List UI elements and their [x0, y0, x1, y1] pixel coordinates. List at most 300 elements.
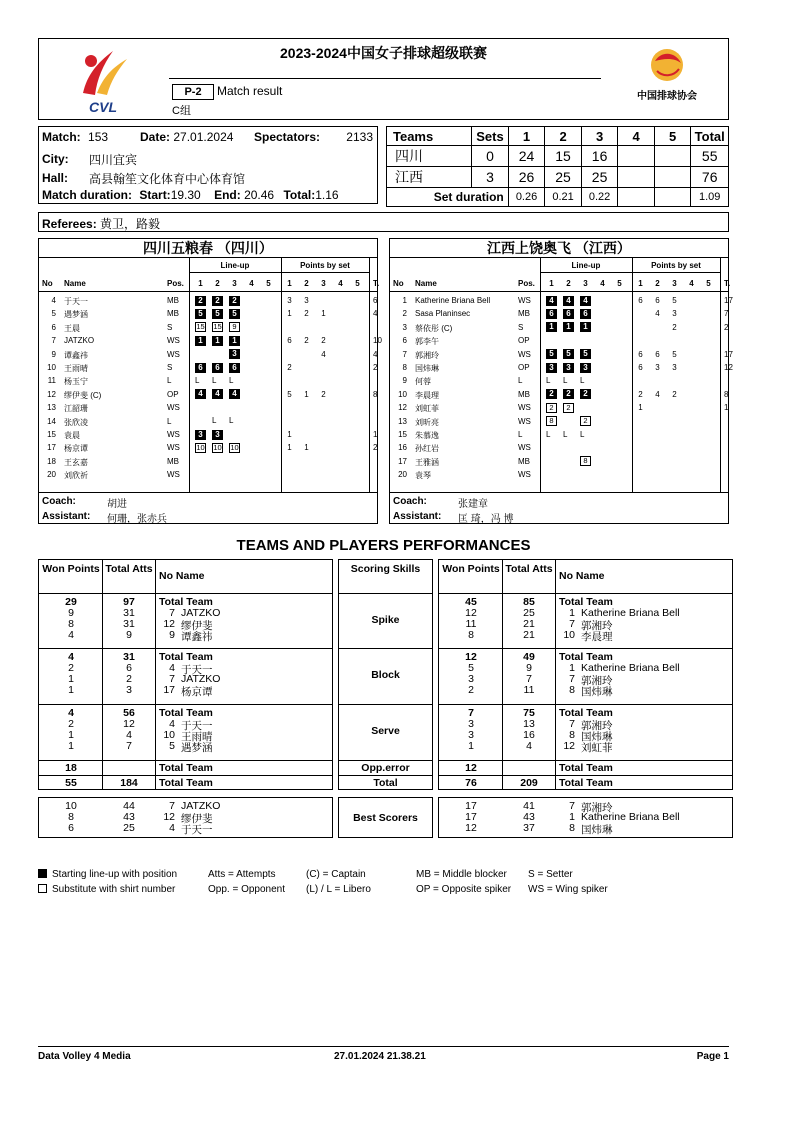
score-home-s2: 15 [545, 146, 582, 167]
player-number: 2 [402, 309, 407, 319]
score-header-sets: Sets [472, 127, 509, 146]
roster-col-divider [281, 258, 282, 492]
city-value: 四川宜宾 [89, 153, 138, 167]
perf-grand-total-row-name: Total Team [159, 777, 213, 789]
assistant-label: Assistant: [393, 511, 442, 522]
score-home-s3: 16 [581, 146, 618, 167]
player-total: 7 [724, 309, 729, 319]
player-total: 1 [724, 403, 729, 413]
points-header: Points by set [300, 261, 350, 270]
set-duration-5 [654, 188, 691, 207]
page-code: P-2 [172, 84, 214, 100]
perf-player-row-no: 1 [569, 662, 575, 674]
cvl-logo-text: CVL [89, 99, 117, 115]
player-total: 12 [724, 363, 733, 372]
score-header-set1: 1 [508, 127, 545, 146]
player-position: OP [167, 389, 179, 399]
set-points: 5 [672, 296, 677, 305]
libero-cell: L [563, 429, 568, 439]
coach-name: 胡进 [107, 499, 127, 510]
header-bottom-line [39, 291, 377, 292]
set-points: 6 [638, 296, 643, 305]
score-header-set4: 4 [618, 127, 655, 146]
perf-player-row-atts: 2 [126, 673, 132, 685]
perf-grand-total-row-won: 55 [65, 777, 77, 789]
start-time: 19.30 [170, 188, 201, 202]
score-away-sets: 3 [472, 167, 509, 188]
perf-total-row-won: 4 [68, 651, 74, 663]
set-points: 6 [638, 349, 643, 359]
perf-player-row-won: 4 [68, 629, 74, 641]
substitute-cell: 8 [546, 416, 557, 426]
away-roster-box [389, 238, 733, 525]
set-points: 2 [638, 389, 643, 399]
player-position: WS [518, 296, 531, 305]
score-header-set2: 2 [545, 127, 582, 146]
skills-row-divider [338, 704, 433, 705]
coach-name: 张建章 [458, 499, 488, 510]
score-table [386, 126, 729, 207]
player-name: 郭湘玲 [415, 350, 439, 360]
perf-total-row-atts: 97 [123, 596, 135, 608]
best-scorer-row-atts: 41 [523, 800, 535, 812]
player-total: 4 [373, 309, 378, 319]
cva-logo-text: 中国排球协会 [637, 91, 697, 102]
player-number: 8 [402, 363, 407, 372]
score-home-row [387, 146, 729, 167]
perf-row-divider [38, 648, 333, 649]
assistant-name: 何珊，张赤兵 [107, 514, 167, 525]
player-position: WS [167, 430, 180, 439]
set-points: 6 [655, 349, 660, 359]
perf-player-row-atts: 7 [526, 673, 532, 685]
player-position: WS [518, 349, 531, 359]
perf-total-row-name: Total Team [159, 651, 213, 663]
best-scorer-row-name: 郭湘玲 [581, 802, 613, 814]
best-scorer-row-no: 4 [169, 822, 175, 834]
empty-square-icon [38, 884, 47, 893]
score-header-teams: Teams [387, 127, 472, 146]
points-set-header: 1 [638, 279, 643, 288]
starting-position-cell: 1 [195, 336, 206, 346]
set-points: 5 [287, 389, 292, 399]
footer-divider [38, 1046, 729, 1047]
legend-ws: WS = Wing spiker [528, 884, 608, 895]
spectators-count: 2133 [346, 130, 373, 144]
points-set-header: 2 [655, 279, 660, 288]
perf-player-row-name: 郭湘玲 [581, 720, 613, 732]
substitute-cell: 2 [546, 403, 557, 413]
no-header: No [42, 279, 53, 288]
player-number: 11 [47, 376, 56, 386]
match-row [42, 130, 108, 144]
perf-total-row-name: Total Team [159, 596, 213, 608]
perf-player-row-name: 郭湘玲 [581, 620, 613, 632]
perf-player-row-atts: 31 [123, 618, 135, 630]
perf-player-row-no: 4 [169, 662, 175, 674]
starting-position-cell: 2 [546, 389, 557, 399]
spectators-label: Spectators: [254, 130, 321, 144]
perf-player-row-no: 5 [169, 740, 175, 752]
performance-title: TEAMS AND PLAYERS PERFORMANCES [236, 537, 531, 554]
starting-position-cell: 4 [580, 296, 591, 306]
libero-cell: L [229, 375, 234, 385]
set-points: 1 [287, 443, 292, 453]
player-position: L [518, 430, 523, 439]
score-away-team: 江西 [387, 167, 472, 188]
substitute-cell: 10 [213, 442, 222, 452]
player-total: 2 [724, 322, 729, 332]
header-underline [169, 78, 601, 79]
score-away-s2: 25 [545, 167, 582, 188]
set-points: 6 [638, 363, 643, 372]
player-number: 5 [51, 309, 56, 319]
legend-captain: (C) = Captain [306, 869, 366, 880]
perf-opp-error-row-name: Total Team [159, 762, 213, 774]
player-name: 杨京谭 [64, 444, 88, 454]
skill-label: Total [373, 777, 398, 789]
perf-player-row-won: 3 [468, 673, 474, 685]
perf-player-row-atts: 4 [526, 740, 532, 752]
points-set-header: 5 [355, 279, 360, 288]
player-number: 7 [402, 349, 407, 359]
player-position: L [167, 416, 172, 426]
skills-row-divider [338, 775, 433, 776]
legend-atts: Atts = Attempts [208, 869, 276, 880]
player-total: 8 [373, 389, 378, 399]
perf-player-row-no: 10 [563, 629, 575, 641]
best-scorer-row-no: 8 [569, 822, 575, 834]
libero-cell: L [212, 416, 217, 426]
substitute-cell: 2 [563, 403, 574, 413]
set-duration-row [387, 188, 729, 207]
substitute-cell: 8 [580, 456, 591, 466]
player-number: 16 [398, 443, 407, 453]
score-home-s4 [618, 146, 655, 167]
score-header-total: Total [691, 127, 729, 146]
perf-player-row-name: 郭湘玲 [581, 675, 613, 687]
header-bottom-line [390, 291, 728, 292]
starting-position-cell: 4 [212, 389, 223, 399]
starting-position-cell: 5 [546, 349, 557, 359]
perf-player-row-atts: 21 [523, 618, 535, 630]
perf-total-row-won: 4 [68, 707, 74, 719]
starting-position-cell: 6 [580, 309, 591, 319]
perf-player-row-atts: 11 [523, 684, 535, 696]
perf-player-row-no: 7 [569, 673, 575, 685]
starting-position-cell: 3 [563, 363, 574, 373]
perf-row-divider [438, 593, 733, 594]
player-name: 缪伊斐 (C) [64, 390, 102, 400]
starting-position-cell: 6 [546, 309, 557, 319]
best-scorer-row-atts: 44 [123, 800, 135, 812]
best-scorer-row-name: JATZKO [181, 800, 221, 812]
footer-center: 27.01.2024 21.38.21 [334, 1051, 426, 1062]
perf-player-row-name: 国炜琳 [581, 731, 613, 743]
perf-player-row-atts: 9 [526, 662, 532, 674]
points-set-header: 4 [338, 279, 343, 288]
perf-player-row-no: 9 [169, 629, 175, 641]
substitute-cell: 10 [196, 442, 205, 452]
best-scorer-row-won: 10 [65, 800, 77, 812]
perf-player-row-no: 1 [569, 607, 575, 619]
libero-cell: L [229, 416, 234, 426]
score-away-total: 76 [691, 167, 729, 188]
starting-position-cell: 5 [212, 309, 223, 319]
score-home-s5 [654, 146, 691, 167]
perf-player-row-name: 谭鑫祎 [181, 631, 213, 643]
team-name: 江西上饶奥飞 （江西） [390, 239, 728, 258]
set-duration-2: 0.21 [545, 188, 582, 207]
perf-player-row-won: 1 [68, 740, 74, 752]
set-points: 6 [287, 336, 292, 346]
set-duration-3: 0.22 [581, 188, 618, 207]
points-header: Points by set [651, 261, 701, 270]
perf-player-row-won: 1 [68, 673, 74, 685]
score-home-team: 四川 [387, 146, 472, 167]
player-number: 9 [402, 376, 407, 386]
player-name: 袁琴 [415, 471, 431, 481]
best-scorer-row-no: 1 [569, 811, 575, 823]
perf-player-row-name: 遇梦涵 [181, 742, 213, 754]
perf-total-row-won: 7 [468, 707, 474, 719]
total-atts-header: Total Atts [505, 563, 553, 575]
player-name: 于天一 [64, 297, 88, 306]
starting-position-cell: 2 [195, 296, 206, 306]
perf-player-row-no: 12 [163, 618, 175, 630]
set-duration-label: Set duration [387, 188, 509, 207]
player-position: MB [518, 389, 530, 399]
perf-player-row-name: JATZKO [181, 673, 221, 685]
lineup-set-header: 1 [198, 279, 203, 288]
perf-player-row-name: 缪伊斐 [181, 620, 213, 632]
hall-label: Hall: [42, 171, 69, 185]
perf-total-row-name: Total Team [159, 707, 213, 719]
referees-names: 黄卫，路毅 [100, 217, 161, 231]
score-away-s4 [618, 167, 655, 188]
perf-opp-error-row-won: 12 [465, 762, 477, 774]
coach-divider [390, 492, 728, 493]
perf-player-row-name: 刘虹菲 [581, 742, 613, 754]
legend-mb: MB = Middle blocker [416, 869, 507, 880]
perf-total-row-atts: 56 [123, 707, 135, 719]
perf-row-divider [38, 704, 333, 705]
perf-player-row-won: 8 [468, 629, 474, 641]
starting-position-cell: 6 [195, 363, 206, 373]
perf-player-row-no: 17 [163, 684, 175, 696]
starting-position-cell: 2 [580, 389, 591, 399]
perf-player-row-no: 10 [163, 729, 175, 741]
player-position: MB [518, 456, 530, 466]
player-total: 2 [373, 443, 378, 453]
player-position: WS [167, 403, 180, 413]
player-name: 杨玉宁 [64, 377, 88, 387]
player-number: 9 [51, 349, 56, 359]
perf-player-row-name: Katherine Briana Bell [581, 662, 680, 674]
set-points: 3 [304, 296, 309, 305]
set-points: 1 [304, 389, 309, 399]
starting-position-cell: 3 [229, 349, 240, 359]
score-home-s1: 24 [508, 146, 545, 167]
skills-column [338, 559, 433, 838]
perf-player-row-won: 5 [468, 662, 474, 674]
starting-position-cell: 1 [212, 336, 223, 346]
perf-player-row-won: 2 [68, 662, 74, 674]
score-away-s3: 25 [581, 167, 618, 188]
perf-total-row-atts: 49 [523, 651, 535, 663]
legend-s: S = Setter [528, 869, 573, 880]
perf-player-row-no: 7 [169, 607, 175, 619]
perf-player-row-name: 李晨理 [581, 631, 613, 643]
total-header: T. [373, 279, 380, 288]
no-name-header: No Name [559, 570, 605, 582]
date-row [140, 130, 233, 144]
cvl-logo [73, 43, 133, 117]
scoring-skills-header: Scoring Skills [350, 563, 421, 575]
perf-player-row-name: 国炜琳 [581, 686, 613, 698]
points-set-header: 2 [304, 279, 309, 288]
perf-total-row-won: 29 [65, 596, 77, 608]
player-position: WS [518, 470, 531, 480]
player-name: 李晨理 [415, 390, 439, 400]
substitute-cell: 2 [580, 416, 591, 426]
perf-player-row-no: 7 [569, 718, 575, 730]
player-position: WS [167, 443, 180, 453]
perf-opp-error-row-name: Total Team [559, 762, 613, 774]
perf-row-divider [38, 775, 333, 776]
player-position: WS [167, 336, 180, 346]
starting-position-cell: 4 [229, 389, 240, 399]
player-position: MB [167, 296, 179, 305]
perf-total-row-won: 12 [465, 651, 477, 663]
perf-opp-error-row-won: 18 [65, 762, 77, 774]
libero-cell: L [563, 375, 568, 385]
header-box [38, 38, 729, 120]
roster-col-divider [189, 258, 190, 492]
starting-position-cell: 1 [229, 336, 240, 346]
no-header: No [393, 279, 404, 288]
player-name: 王玄嘉 [64, 457, 88, 467]
perf-player-row-atts: 12 [123, 718, 135, 730]
group-label: C组 [172, 105, 191, 117]
set-points: 3 [672, 309, 677, 319]
perf-total-row-atts: 31 [123, 651, 135, 663]
skills-row-divider [338, 648, 433, 649]
player-name: 张欣凌 [64, 417, 88, 427]
perf-row-divider [38, 760, 333, 761]
points-set-header: 1 [287, 279, 292, 288]
perf-grand-total-row-atts: 184 [120, 777, 138, 789]
set-duration-total: 1.09 [691, 188, 729, 207]
lineup-set-header: 1 [549, 279, 554, 288]
starting-position-cell: 6 [212, 363, 223, 373]
libero-cell: L [195, 375, 200, 385]
home-roster-box [38, 238, 382, 525]
coach-label: Coach: [42, 496, 76, 507]
starting-position-cell: 3 [546, 363, 557, 373]
perf-player-row-name: Katherine Briana Bell [581, 607, 680, 619]
player-name: 朱慕逸 [415, 431, 439, 440]
player-total: 2 [373, 363, 378, 372]
footer-left: Data Volley 4 Media [38, 1051, 131, 1062]
total-atts-header: Total Atts [105, 563, 153, 575]
set-points: 4 [655, 389, 660, 399]
set-points: 2 [287, 363, 292, 372]
legend-op: OP = Opposite spiker [416, 884, 512, 895]
lineup-set-header: 3 [583, 279, 588, 288]
player-position: S [167, 322, 173, 332]
starting-position-cell: 2 [212, 296, 223, 306]
player-position: OP [518, 336, 530, 346]
perf-player-row-won: 8 [68, 618, 74, 630]
perf-player-row-no: 8 [569, 729, 575, 741]
best-scorer-row-atts: 43 [123, 811, 135, 823]
best-scorer-row-won: 17 [465, 800, 477, 812]
player-name: 谭鑫祎 [64, 350, 88, 360]
starting-position-cell: 5 [580, 349, 591, 359]
starting-position-cell: 3 [580, 363, 591, 373]
player-name: 遇梦涵 [64, 310, 88, 320]
player-name: 刘昕亮 [415, 417, 439, 427]
set-points: 4 [321, 349, 326, 359]
set-points: 1 [287, 309, 292, 319]
best-scorer-row-atts: 25 [123, 822, 135, 834]
skill-label: Serve [371, 725, 400, 737]
libero-cell: L [546, 375, 551, 385]
player-number: 6 [402, 336, 407, 346]
substitute-cell: 15 [196, 322, 205, 332]
start-label: Start: [139, 188, 171, 202]
perf-player-row-atts: 13 [523, 718, 535, 730]
points-set-header: 5 [706, 279, 711, 288]
starting-position-cell: 1 [580, 322, 591, 332]
player-number: 6 [51, 322, 56, 332]
lineup-set-header: 5 [617, 279, 622, 288]
player-number: 20 [47, 470, 56, 480]
perf-player-row-atts: 3 [126, 684, 132, 696]
perf-player-row-atts: 4 [126, 729, 132, 741]
player-position: MB [167, 456, 179, 466]
hall-value: 高县翰笙文化体育中心体育馆 [89, 172, 246, 186]
player-total: 1 [373, 430, 378, 439]
best-scorer-row-no: 7 [569, 800, 575, 812]
score-away-s1: 26 [508, 167, 545, 188]
player-number: 4 [51, 296, 56, 305]
starting-position-cell: 1 [563, 322, 574, 332]
roster-col-divider [720, 258, 721, 492]
set-duration-1: 0.26 [508, 188, 545, 207]
match-date: 27.01.2024 [173, 130, 234, 144]
perf-player-row-atts: 7 [126, 740, 132, 752]
starting-position-cell: 2 [229, 296, 240, 306]
perf-player-row-name: 于天一 [181, 664, 213, 676]
skill-label: Block [371, 669, 400, 681]
score-header-set3: 3 [581, 127, 618, 146]
player-position: L [518, 376, 523, 386]
player-position: MB [167, 309, 179, 319]
city-label: City: [42, 152, 69, 166]
match-number: 153 [88, 130, 109, 144]
set-points: 6 [655, 296, 660, 305]
perf-player-row-won: 12 [465, 607, 477, 619]
set-points: 2 [304, 336, 309, 346]
perf-row-divider [438, 760, 733, 761]
match-info-box [38, 126, 378, 204]
perf-player-row-won: 11 [465, 618, 477, 630]
roster-col-divider [540, 258, 541, 492]
player-number: 20 [398, 470, 407, 480]
set-points: 4 [655, 309, 660, 319]
